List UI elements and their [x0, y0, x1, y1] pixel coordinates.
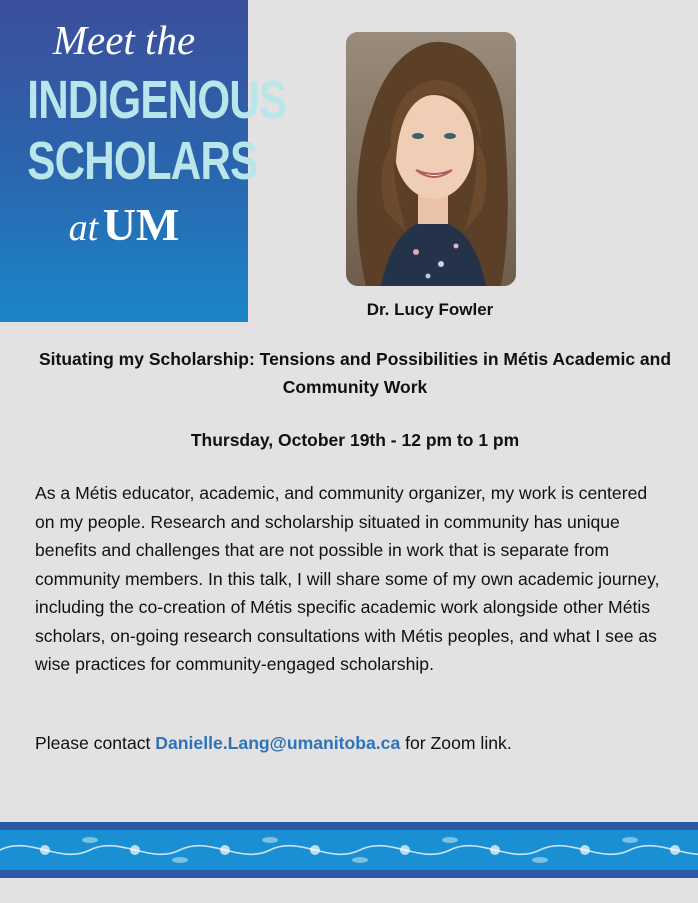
banner-meet-the: Meet the	[52, 17, 196, 63]
event-banner	[0, 0, 287, 322]
contact-prefix: Please contact	[35, 733, 156, 753]
decorative-footer-band	[0, 822, 698, 878]
speaker-name: Dr. Lucy Fowler	[366, 300, 494, 319]
portrait-photo-icon	[346, 32, 516, 286]
contact-line	[35, 733, 671, 754]
banner-scholars: SCHOLARS	[27, 131, 258, 191]
talk-date: Thursday, October 19th - 12 pm to 1 pm	[190, 430, 520, 450]
talk-title: Situating my Scholarship: Tensions and Possibilities in Métis Academic and Community Work	[38, 349, 672, 397]
floral-pattern-icon	[0, 830, 698, 870]
banner-at-um	[0, 199, 248, 250]
floral-pattern-band	[0, 830, 698, 870]
talk-description: As a Métis educator, academic, and community organizer, my work is centered on my people. Research and scholarship situated in community has unique benefits and challenges that are not possible in work that is separate from community members. In this talk, I will share some of my own academic journey, including the co-creation of Métis specific academic work alongside other Métis scholars, on-going research consultations with Métis peoples, and what I see as wise practices for community-engaged scholarship.	[35, 483, 660, 674]
contact-email-link[interactable]: Danielle.Lang@umanitoba.ca	[155, 733, 401, 753]
speaker-photo	[346, 32, 516, 286]
banner-um: UM	[102, 199, 180, 250]
banner-indigenous: INDIGENOUS	[27, 70, 287, 130]
banner-at: at	[68, 207, 99, 249]
contact-suffix: for Zoom link.	[400, 733, 512, 753]
